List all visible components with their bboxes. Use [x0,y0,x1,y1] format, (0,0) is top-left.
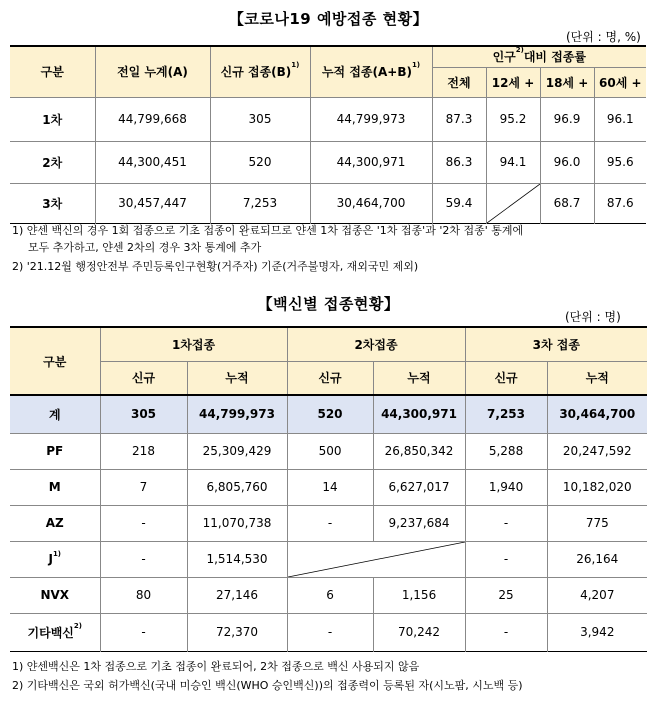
cell-c3: 10,182,020 [547,469,647,505]
row-label: M [10,469,100,505]
cell-n2: - [287,505,373,541]
cell-c1: 44,799,973 [187,395,287,433]
cell-rate-all: 86.3 [432,141,486,183]
table1-note-1: 1) 얀센 백신의 경우 1회 접종으로 기초 접종이 완료되므로 얀센 1차 접종은 '1차 접종'과 '2차 접종' 통계에 [12,224,524,237]
cell-cum: 44,300,971 [310,141,432,183]
cell-new: 7,253 [210,183,310,223]
cell-rate-60: 95.6 [594,141,646,183]
header-cum: 누적 [373,361,465,395]
table2-note-1: 1) 얀센백신은 1차 접종으로 기초 접종이 완료되어, 2차 접종으로 백신 사용되지 않음 [12,660,420,673]
cell-rate-12: 94.1 [486,141,540,183]
cell-c2: 6,627,017 [373,469,465,505]
cell-n3: 25 [465,577,547,613]
cell-c2: 26,850,342 [373,433,465,469]
header-new: 신규 접종$(B)^{1)}$ [210,46,310,97]
diagonal-line [288,542,465,577]
cell-n2: - [287,613,373,651]
vaccine-type-table [10,326,647,652]
header-rate-12: 12세 + [486,67,540,97]
cell-n1: - [100,541,187,577]
table-row [10,577,647,613]
cell-n2: 6 [287,577,373,613]
cell-c2: 1,156 [373,577,465,613]
header-rate-18: 18세 + [540,67,594,97]
cell-rate-12-empty [486,183,540,223]
cell-n3: 7,253 [465,395,547,433]
row-label: 1차 [10,97,95,141]
cell-n2: 14 [287,469,373,505]
header-cum: 누적 [187,361,287,395]
cell-c1: 6,805,760 [187,469,287,505]
table1-unit: (단위 : 명, %) [566,30,641,44]
cell-c1: 1,514,530 [187,541,287,577]
cell-rate-all: 59.4 [432,183,486,223]
cell-c3: 30,464,700 [547,395,647,433]
cell-c1: 27,146 [187,577,287,613]
cell-new: 520 [210,141,310,183]
cell-c2: 9,237,684 [373,505,465,541]
cell-n1: 305 [100,395,187,433]
cell-n2: 500 [287,433,373,469]
table1-title: 【코로나19 예방접종 현황】 [228,10,429,28]
header-rate-all: 전체 [432,67,486,97]
table2-note-2: 2) 기타백신은 국외 허가백신(국내 미승인 백신(WHO 승인백신))의 접종력이 등록된 자(시노팜, 시노백 등) [12,679,523,692]
table-row-total [10,395,647,433]
cell-c3: 26,164 [547,541,647,577]
row-label: 계 [10,395,100,433]
cell-new: 305 [210,97,310,141]
cell-dose2-empty [287,541,465,577]
table2-title: 【백신별 접종현황】 [257,295,400,313]
row-label: 3차 [10,183,95,223]
row-label: AZ [10,505,100,541]
table-row [10,97,646,141]
header-rate: 인구$^{2)}$대비 접종률 [432,46,646,67]
header-cumulative: 누적 접종$(A+B)^{1)}$ [310,46,432,97]
cell-n3: - [465,541,547,577]
table-row [10,541,647,577]
cell-n1: 218 [100,433,187,469]
cell-n3: - [465,613,547,651]
cell-n3: 1,940 [465,469,547,505]
cell-cum: 44,799,973 [310,97,432,141]
header-prev-total: 전일 누계(A) [95,46,210,97]
row-label: $J^{1)}$ [10,541,100,577]
cell-rate-12: 95.2 [486,97,540,141]
header-category: 구분 [10,327,100,395]
cell-n1: - [100,613,187,651]
table1-note-2: 2) '21.12월 행정안전부 주민등록인구현황(거주자) 기준(거주불명자, 재외국민 제외) [12,260,419,273]
cell-prev: 44,799,668 [95,97,210,141]
cell-prev: 30,457,447 [95,183,210,223]
header-category: 구분 [10,46,95,97]
table-row [10,141,646,183]
cell-c2: 44,300,971 [373,395,465,433]
header-rate-60: 60세 + [594,67,646,97]
table1-note-1-cont: 모두 추가하고, 얀센 2차의 경우 3차 통계에 추가 [28,241,262,254]
table-row [10,433,647,469]
cell-prev: 44,300,451 [95,141,210,183]
cell-c1: 72,370 [187,613,287,651]
cell-n1: - [100,505,187,541]
header-new: 신규 [100,361,187,395]
vaccination-status-table [10,45,646,224]
diagonal-line [487,184,540,223]
table-row [10,505,647,541]
cell-n2: 520 [287,395,373,433]
cell-c2: 70,242 [373,613,465,651]
cell-rate-18: 96.0 [540,141,594,183]
cell-cum: 30,464,700 [310,183,432,223]
cell-n3: 5,288 [465,433,547,469]
header-dose2: 2차접종 [287,327,465,361]
table2-unit: (단위 : 명) [565,310,621,324]
table-row [10,469,647,505]
cell-c1: 11,070,738 [187,505,287,541]
cell-rate-60: 96.1 [594,97,646,141]
cell-c3: 775 [547,505,647,541]
cell-n1: 7 [100,469,187,505]
cell-rate-18: 68.7 [540,183,594,223]
row-label: NVX [10,577,100,613]
cell-n1: 80 [100,577,187,613]
cell-c3: 20,247,592 [547,433,647,469]
cell-c1: 25,309,429 [187,433,287,469]
cell-rate-all: 87.3 [432,97,486,141]
cell-rate-18: 96.9 [540,97,594,141]
cell-c3: 3,942 [580,625,615,639]
row-label: 기타백신$^{2)}$ [10,613,100,651]
cell-c3: 4,207 [547,577,647,613]
row-label: PF [10,433,100,469]
header-new: 신규 [287,361,373,395]
cell-n3: - [465,505,547,541]
table-row [10,183,646,223]
cell-rate-60: 87.6 [606,196,634,210]
row-label: 2차 [10,141,95,183]
header-cum: 누적 [547,361,647,395]
header-dose1: 1차접종 [100,327,287,361]
header-dose3: 3차 접종 [465,327,647,361]
header-new: 신규 [465,361,547,395]
table-row [10,613,647,651]
